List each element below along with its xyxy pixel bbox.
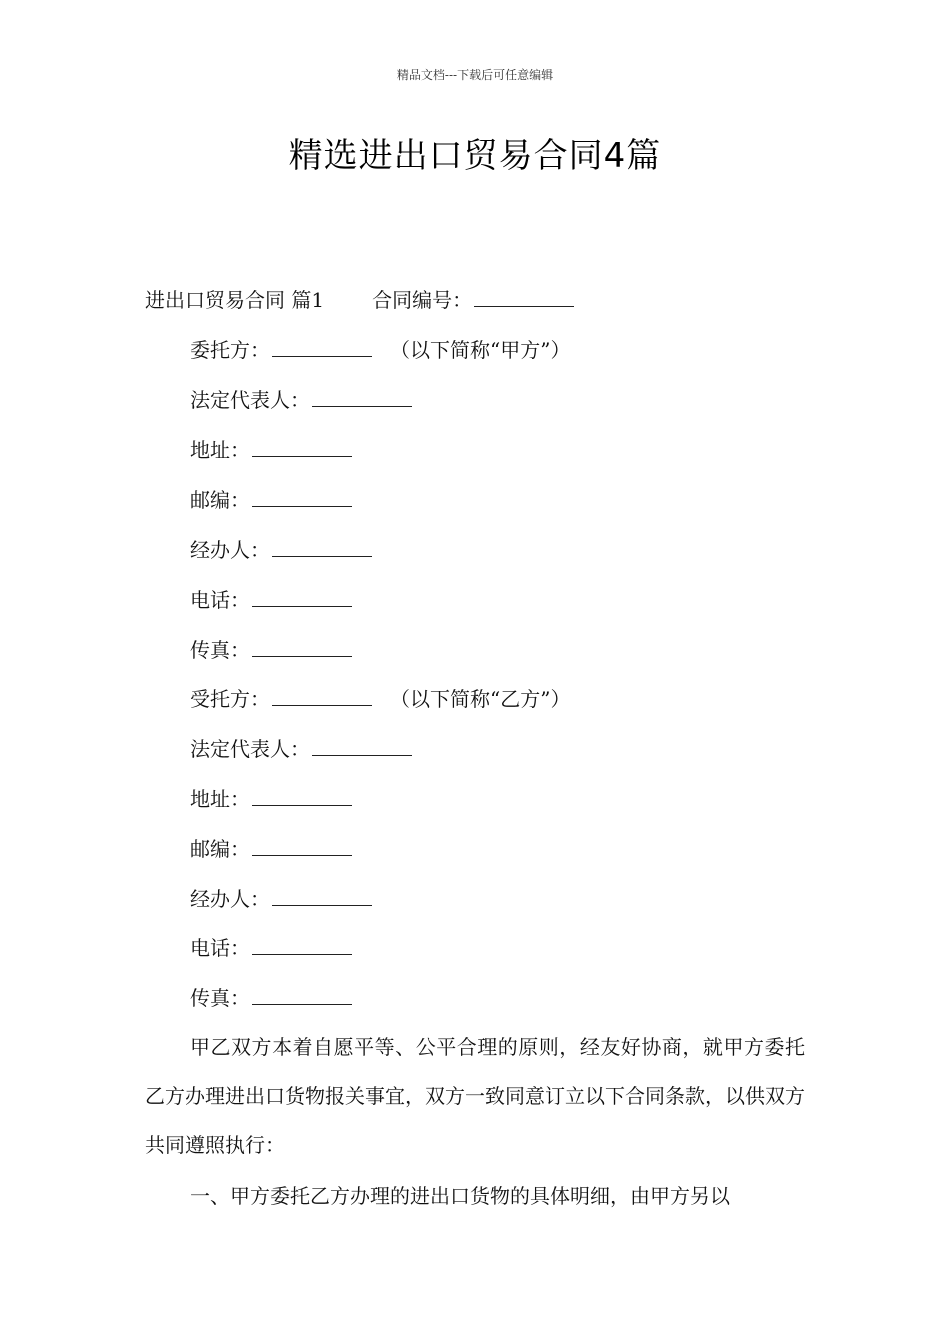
party-a-postcode-blank bbox=[252, 488, 352, 507]
party-a-principal-label: 委托方： bbox=[190, 338, 270, 362]
contract-no-label: 合同编号： bbox=[372, 288, 473, 312]
party-a-address-blank bbox=[252, 438, 352, 457]
party-b-rep-label: 法定代表人： bbox=[190, 737, 310, 761]
party-a-postcode-label: 邮编： bbox=[190, 488, 250, 512]
party-b-phone-line bbox=[190, 934, 352, 962]
contract-no-blank bbox=[474, 288, 574, 307]
party-b-rep-line bbox=[190, 735, 412, 763]
contract-heading-line bbox=[145, 286, 574, 314]
party-b-fax-label: 传真： bbox=[190, 986, 250, 1010]
party-b-agent-label: 经办人： bbox=[190, 887, 270, 911]
party-a-agent-label: 经办人： bbox=[190, 538, 270, 562]
clause-1-paragraph: 一、甲方委托乙方办理的进出口货物的具体明细，由甲方另以 bbox=[190, 1184, 730, 1208]
party-a-agent-line bbox=[190, 536, 372, 564]
party-b-postcode-label: 邮编： bbox=[190, 837, 250, 861]
party-a-rep-line bbox=[190, 386, 412, 414]
party-b-address-line bbox=[190, 785, 352, 813]
party-b-phone-label: 电话： bbox=[190, 936, 250, 960]
intro-paragraph: 甲乙双方本着自愿平等、公平合理的原则，经友好协商，就甲方委托乙方办理进出口货物报关事宜，双方一致同意订立以下合同条款，以供双方共同遵照执行： bbox=[145, 1035, 805, 1157]
party-a-address-line bbox=[190, 436, 352, 464]
page-header: 精品文档---下载后可任意编辑 bbox=[396, 68, 554, 82]
party-a-phone-blank bbox=[252, 588, 352, 607]
party-a-fax-blank bbox=[252, 638, 352, 657]
party-b-principal-note: （以下简称“乙方”） bbox=[390, 687, 571, 711]
party-b-postcode-line bbox=[190, 835, 352, 863]
party-a-address-label: 地址： bbox=[190, 438, 250, 462]
party-a-principal-blank bbox=[272, 338, 372, 357]
party-b-fax-blank bbox=[252, 986, 352, 1005]
party-a-phone-line bbox=[190, 586, 352, 614]
party-a-phone-label: 电话： bbox=[190, 588, 250, 612]
party-b-address-blank bbox=[252, 787, 352, 806]
party-a-agent-blank bbox=[272, 538, 372, 557]
party-b-principal-blank bbox=[272, 687, 372, 706]
party-b-agent-blank bbox=[272, 887, 372, 906]
party-a-principal-line bbox=[190, 336, 570, 364]
party-b-address-label: 地址： bbox=[190, 787, 250, 811]
party-a-rep-label: 法定代表人： bbox=[190, 388, 310, 412]
party-b-fax-line bbox=[190, 984, 352, 1012]
document-title: 精选进出口贸易合同4篇 bbox=[288, 136, 662, 176]
party-b-rep-blank bbox=[312, 737, 412, 756]
party-a-fax-line bbox=[190, 636, 352, 664]
party-b-postcode-blank bbox=[252, 837, 352, 856]
party-a-postcode-line bbox=[190, 486, 352, 514]
party-b-agent-line bbox=[190, 885, 372, 913]
party-b-principal-line bbox=[190, 685, 570, 713]
party-b-phone-blank bbox=[252, 936, 352, 955]
party-a-rep-blank bbox=[312, 388, 412, 407]
party-a-fax-label: 传真： bbox=[190, 638, 250, 662]
party-a-principal-note: （以下简称“甲方”） bbox=[390, 338, 571, 362]
contract-heading: 进出口贸易合同 篇1 bbox=[145, 288, 325, 312]
party-b-principal-label: 受托方： bbox=[190, 687, 270, 711]
